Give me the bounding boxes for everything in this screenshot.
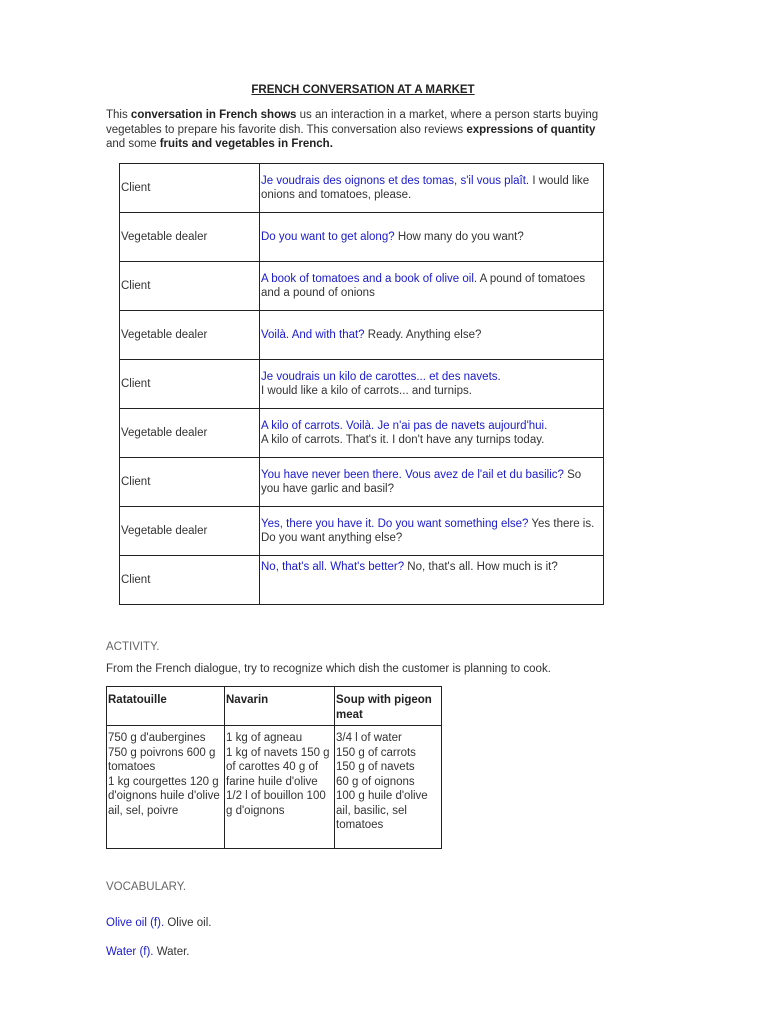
dialog-table — [119, 163, 604, 605]
line-cell — [260, 409, 604, 458]
dialog-row — [120, 507, 604, 556]
intro-bold-2: expressions of quantity — [466, 123, 596, 136]
ingredient-line: 1 kg of navets 150 g of carottes 40 g of farine huile d'olive 1/2 l of bouillon 100 g d'oignons — [226, 746, 330, 817]
english-line: No, that's all. How much is it? — [404, 561, 558, 573]
french-line: A book of tomatoes and a book of olive oil. — [261, 272, 478, 285]
french-line: Yes, there you have it. Do you want something else? — [261, 517, 529, 530]
english-line: So you have garlic and basil? — [261, 468, 582, 495]
intro-text-1: This — [106, 109, 131, 121]
ingredient-line: 750 g d'aubergines — [108, 732, 206, 744]
header-ratatouille: Ratatouille — [107, 687, 225, 726]
speaker-cell: Client — [120, 458, 260, 507]
french-line: You have never been there. Vous avez de l'ail et du basilic? — [261, 468, 564, 481]
dialog-row — [120, 164, 604, 213]
dialog-row — [120, 262, 604, 311]
english-line: Yes there is. Do you want anything else? — [261, 517, 595, 544]
line-cell — [260, 164, 604, 213]
speaker-cell: Client — [120, 556, 260, 605]
line-cell — [260, 262, 604, 311]
intro-bold-1: conversation in French shows — [130, 109, 297, 121]
dishes-ingredients-row — [107, 726, 442, 849]
activity-heading: ACTIVITY. — [106, 641, 160, 653]
line-cell — [260, 458, 604, 507]
english-line: I would like a kilo of carrots... and turnips. — [261, 385, 472, 397]
page-title: FRENCH CONVERSATION AT A MARKET — [251, 84, 475, 96]
vocabulary-item — [106, 917, 211, 929]
dishes-table — [106, 686, 442, 849]
line-cell — [260, 213, 604, 262]
speaker-cell: Client — [120, 262, 260, 311]
navarin-ingredients — [225, 726, 335, 849]
english-line: I would like onions and tomatoes, please. — [261, 174, 590, 201]
french-line: No, that's all. What's better? — [261, 561, 405, 573]
french-line: Je voudrais des oignons et des tomas, s'il vous plaît. — [261, 174, 530, 187]
ingredient-line: 3/4 l of water — [336, 732, 402, 744]
speaker-cell: Vegetable dealer — [120, 213, 260, 262]
line-cell — [260, 507, 604, 556]
vocabulary-heading: VOCABULARY. — [106, 881, 187, 893]
french-line: Je voudrais un kilo de carottes... et des navets. — [261, 370, 501, 383]
ingredient-line: 60 g of oignons — [336, 775, 415, 788]
activity-text: From the French dialogue, try to recognize which dish the customer is planning to cook. — [106, 663, 551, 675]
line-cell — [260, 311, 604, 360]
french-line: A kilo of carrots. Voilà. Je n'ai pas de navets aujourd'hui. — [261, 419, 548, 432]
speaker-cell: Client — [120, 164, 260, 213]
intro-paragraph — [106, 108, 610, 152]
ingredient-line: 1 kg of agneau — [226, 732, 303, 744]
dishes-header-row — [107, 687, 442, 726]
speaker-cell: Client — [120, 360, 260, 409]
ratatouille-ingredients — [107, 726, 225, 849]
english-line: A kilo of carrots. That's it. I don't have any turnips today. — [261, 434, 545, 446]
header-navarin: Navarin — [225, 687, 335, 726]
english-line: How many do you want? — [394, 230, 524, 243]
french-line: Voilà. And with that? — [261, 328, 365, 341]
ingredient-line: tomatoes — [336, 819, 384, 831]
soup-ingredients — [335, 726, 442, 849]
vocabulary-meaning: Olive oil. — [164, 917, 212, 929]
ingredient-line: 100 g huile d'olive — [336, 790, 428, 802]
ingredient-line: ail, basilic, sel — [336, 804, 407, 817]
speaker-cell: Vegetable dealer — [120, 311, 260, 360]
dialog-row — [120, 360, 604, 409]
english-line: Ready. Anything else? — [364, 328, 482, 341]
intro-text-3: and some — [106, 138, 160, 150]
ingredient-line: 150 g of carrots — [336, 746, 416, 759]
dialog-row — [120, 458, 604, 507]
ingredient-line: 150 g of navets — [336, 761, 415, 773]
dialog-row — [120, 213, 604, 262]
speaker-cell: Vegetable dealer — [120, 409, 260, 458]
dialog-row — [120, 311, 604, 360]
english-line: A pound of tomatoes and a pound of onions — [261, 272, 586, 299]
ingredient-line: 1 kg courgettes 120 g d'oignons huile d'olive ail, sel, poivre — [108, 775, 220, 817]
speaker-cell: Vegetable dealer — [120, 507, 260, 556]
dialog-row — [120, 409, 604, 458]
line-cell — [260, 556, 604, 605]
vocabulary-item — [106, 946, 190, 958]
vocabulary-term: Olive oil (f). — [106, 917, 165, 929]
line-cell — [260, 360, 604, 409]
vocabulary-term: Water (f). — [106, 946, 154, 958]
ingredient-line: 750 g poivrons 600 g tomatoes — [108, 746, 216, 773]
french-line: Do you want to get along? — [261, 230, 395, 243]
vocabulary-meaning: Water. — [153, 946, 190, 958]
intro-text-2: us an interaction in a market, where a person starts buying vegetables to prepare his favorite dish. This conversation also reviews — [106, 109, 599, 136]
dialog-row — [120, 556, 604, 605]
intro-bold-3: fruits and vegetables in French. — [159, 138, 333, 150]
header-soup: Soup with pigeon meat — [335, 687, 442, 726]
